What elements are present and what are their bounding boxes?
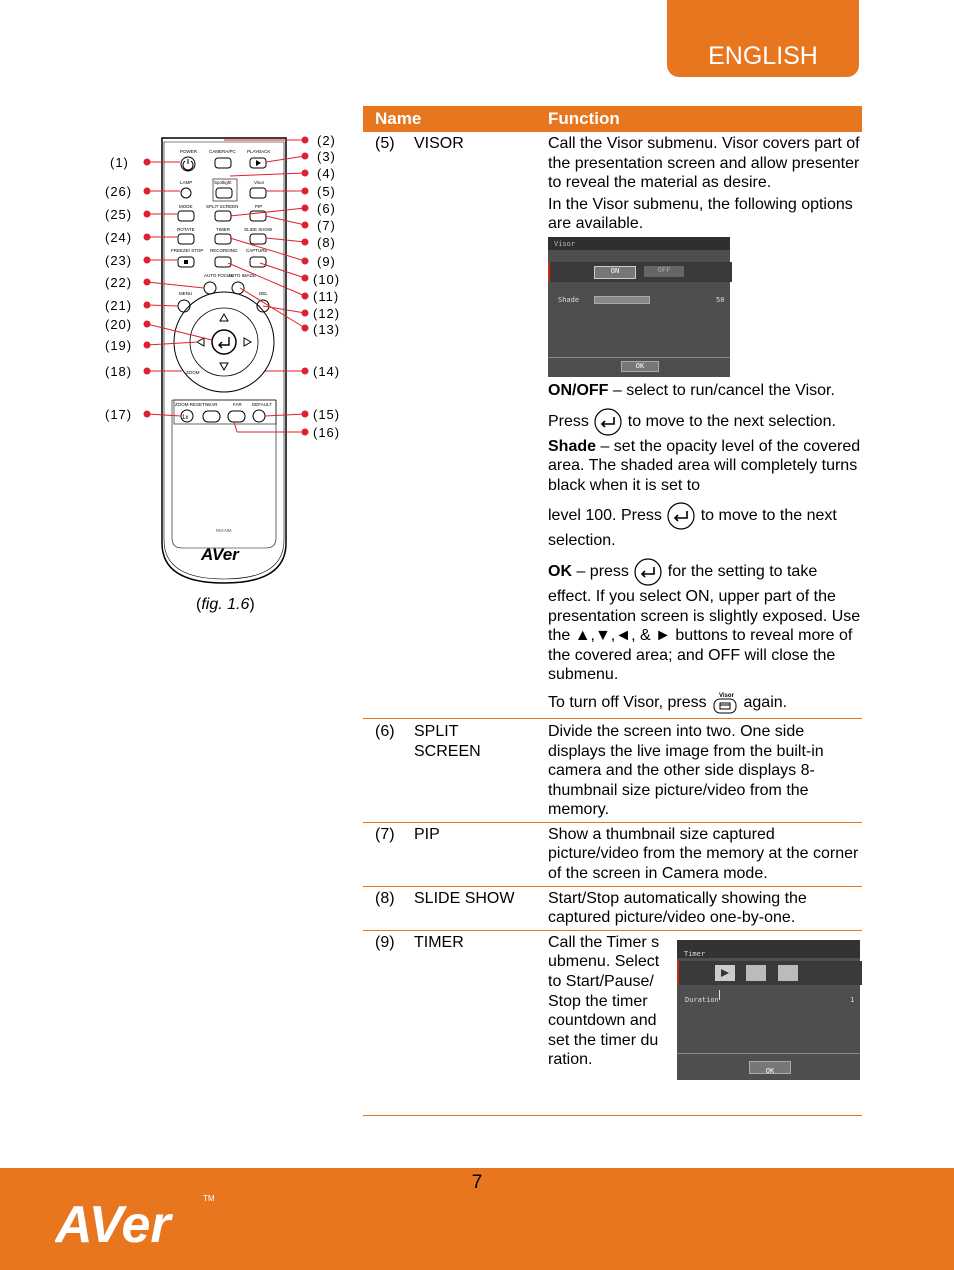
model-text: RM-NM <box>216 528 232 533</box>
remote-figure <box>100 128 350 618</box>
language-tab <box>667 0 859 77</box>
menu-text: MENU <box>179 291 193 296</box>
enter-icon <box>633 557 663 587</box>
row-function: Call the Timer submenu. Select to Start/Pause/Stop the timer countdown and set the timer duration. <box>548 933 660 1069</box>
freeze-stop-text: FREEZE/ STOP <box>171 248 204 253</box>
enter-button <box>212 330 236 354</box>
lamp-text: LAMP <box>180 180 193 185</box>
callout-11: (11) <box>313 289 340 304</box>
visor-menu-screenshot: Visor ON OFF Shade 50 OK <box>548 237 730 377</box>
callout-18: (18) <box>105 364 133 379</box>
svg-text:TM: TM <box>203 1194 215 1203</box>
callout-17: (17) <box>105 407 133 422</box>
remote-brand: AVer <box>201 545 239 564</box>
row-function: Divide the screen into two. One side displays the live image from the built-in camera and the other side displays 8-thumbnail size picture/video from the memory. <box>548 722 824 819</box>
visor-desc: Call the Visor submenu. Visor covers part of the presentation screen and allow presenter to reveal the material as desire. <box>548 135 860 192</box>
callout-8: (8) <box>317 235 336 250</box>
slide-show-text: SLIDE SHOW <box>244 227 273 232</box>
table-row-visor <box>363 132 862 719</box>
power-text: POWER <box>180 149 198 154</box>
callout-23: (23) <box>105 253 133 268</box>
aver-logo <box>55 1186 255 1266</box>
row-name: VISOR <box>414 135 464 152</box>
callout-21: (21) <box>105 298 133 313</box>
auto-image-text: AUTO IMAGE <box>228 273 257 278</box>
default-text: DEFAULT <box>252 402 272 407</box>
table-row <box>363 887 862 931</box>
spotlight-text: Spotlight <box>214 180 232 185</box>
callout-24: (24) <box>105 230 133 245</box>
callout-2: (2) <box>317 133 336 148</box>
row-function: Start/Stop automatically showing the captured picture/video one-by-one. <box>548 889 807 927</box>
enter-icon <box>666 501 696 531</box>
callout-16: (16) <box>313 425 341 440</box>
table-row <box>363 931 862 1116</box>
table-row <box>363 719 862 823</box>
row-name: PIP <box>414 825 440 843</box>
recording-text: RECORDING <box>210 248 238 253</box>
figure-caption: (fig. 1.6) <box>196 596 255 613</box>
del-text: DEL <box>259 291 268 296</box>
mode-text: MODE <box>179 204 193 209</box>
callout-4: (4) <box>317 166 336 181</box>
row-name: SPLIT SCREEN <box>414 722 481 760</box>
callout-12: (12) <box>313 306 341 321</box>
far-text: FAR <box>233 402 242 407</box>
col-function-header: Function <box>548 109 620 128</box>
row-number: (6) <box>375 722 395 740</box>
callout-9: (9) <box>317 254 336 269</box>
language-label: ENGLISH <box>708 42 818 70</box>
row-number: (8) <box>375 889 395 907</box>
pip-text: PIP <box>255 204 263 209</box>
callout-20: (20) <box>105 317 133 332</box>
callout-15: (15) <box>313 407 341 422</box>
zoom-reset-text: ZOOM RESET <box>175 402 205 407</box>
auto-focus-text: AUTO FOCUS <box>204 273 234 278</box>
function-table <box>363 106 862 1116</box>
rotate-text: ROTATE <box>177 227 195 232</box>
timer-text: TIMER <box>216 227 230 232</box>
camera-pc-text: CAMERA/PC <box>209 149 236 154</box>
table-row <box>363 823 862 887</box>
visor-button-icon <box>711 691 739 715</box>
row-number: (5) <box>375 135 395 152</box>
row-name: SLIDE SHOW <box>414 889 515 907</box>
row-number: (7) <box>375 825 395 843</box>
callout-6: (6) <box>317 201 336 216</box>
row-number: (9) <box>375 933 395 951</box>
callout-13: (13) <box>313 322 341 337</box>
callout-14: (14) <box>313 364 341 379</box>
callout-7: (7) <box>317 218 336 233</box>
svg-text:Visor: Visor <box>719 692 734 699</box>
remote-illustration <box>100 128 350 618</box>
row-function: Call the Visor submenu. Visor covers part of the presentation screen and allow presenter to reveal the material as desire. In the Visor submenu, the following options are available. Visor ON OFF Shade 50 OK ON/OFF – select to run/cancel the Visor. Press to move to the next selection. Shade – set the opacity level of the covered area. The shaded area will completely turns black when it is set to level 100. Press to move to the next selection. OK – press for the setting to take effect. If you select ON, upper part of the presentation screen is slightly exposed. Use the ▲,▼,◄, & ► buttons to reveal more of the covered area; and OFF will close the submenu. To turn off Visor, press Visor again. <box>548 134 862 715</box>
callout-10: (10) <box>313 272 341 287</box>
zoom-text: ZOOM <box>186 370 200 375</box>
enter-icon <box>593 407 623 437</box>
page-number: 7 <box>471 1172 483 1193</box>
col-name-header: Name <box>375 109 422 128</box>
callout-22: (22) <box>105 275 133 290</box>
callout-19: (19) <box>105 338 133 353</box>
split-screen-text: SPLIT SCREEN <box>206 204 239 209</box>
timer-menu-screenshot: Timer Duration 1 OK <box>677 940 860 1080</box>
near-text: NEAR <box>205 402 218 407</box>
svg-text:AVer: AVer <box>55 1196 171 1254</box>
table-header <box>363 106 862 132</box>
playback-text: PLAYBACK <box>247 149 271 154</box>
callout-1: (1) <box>110 155 129 170</box>
one-x-text: 1x <box>182 415 189 421</box>
callout-25: (25) <box>105 207 133 222</box>
row-name: TIMER <box>414 933 464 951</box>
visor-options-intro: In the Visor submenu, the following options are available. <box>548 195 853 233</box>
callout-3: (3) <box>317 149 336 164</box>
callout-5: (5) <box>317 184 336 199</box>
capture-text: CAPTURE <box>246 248 268 253</box>
row-function: Show a thumbnail size captured picture/video from the memory at the corner of the screen in Camera mode. <box>548 825 859 883</box>
callout-26: (26) <box>105 184 133 199</box>
visor-text: Visor <box>254 180 265 185</box>
